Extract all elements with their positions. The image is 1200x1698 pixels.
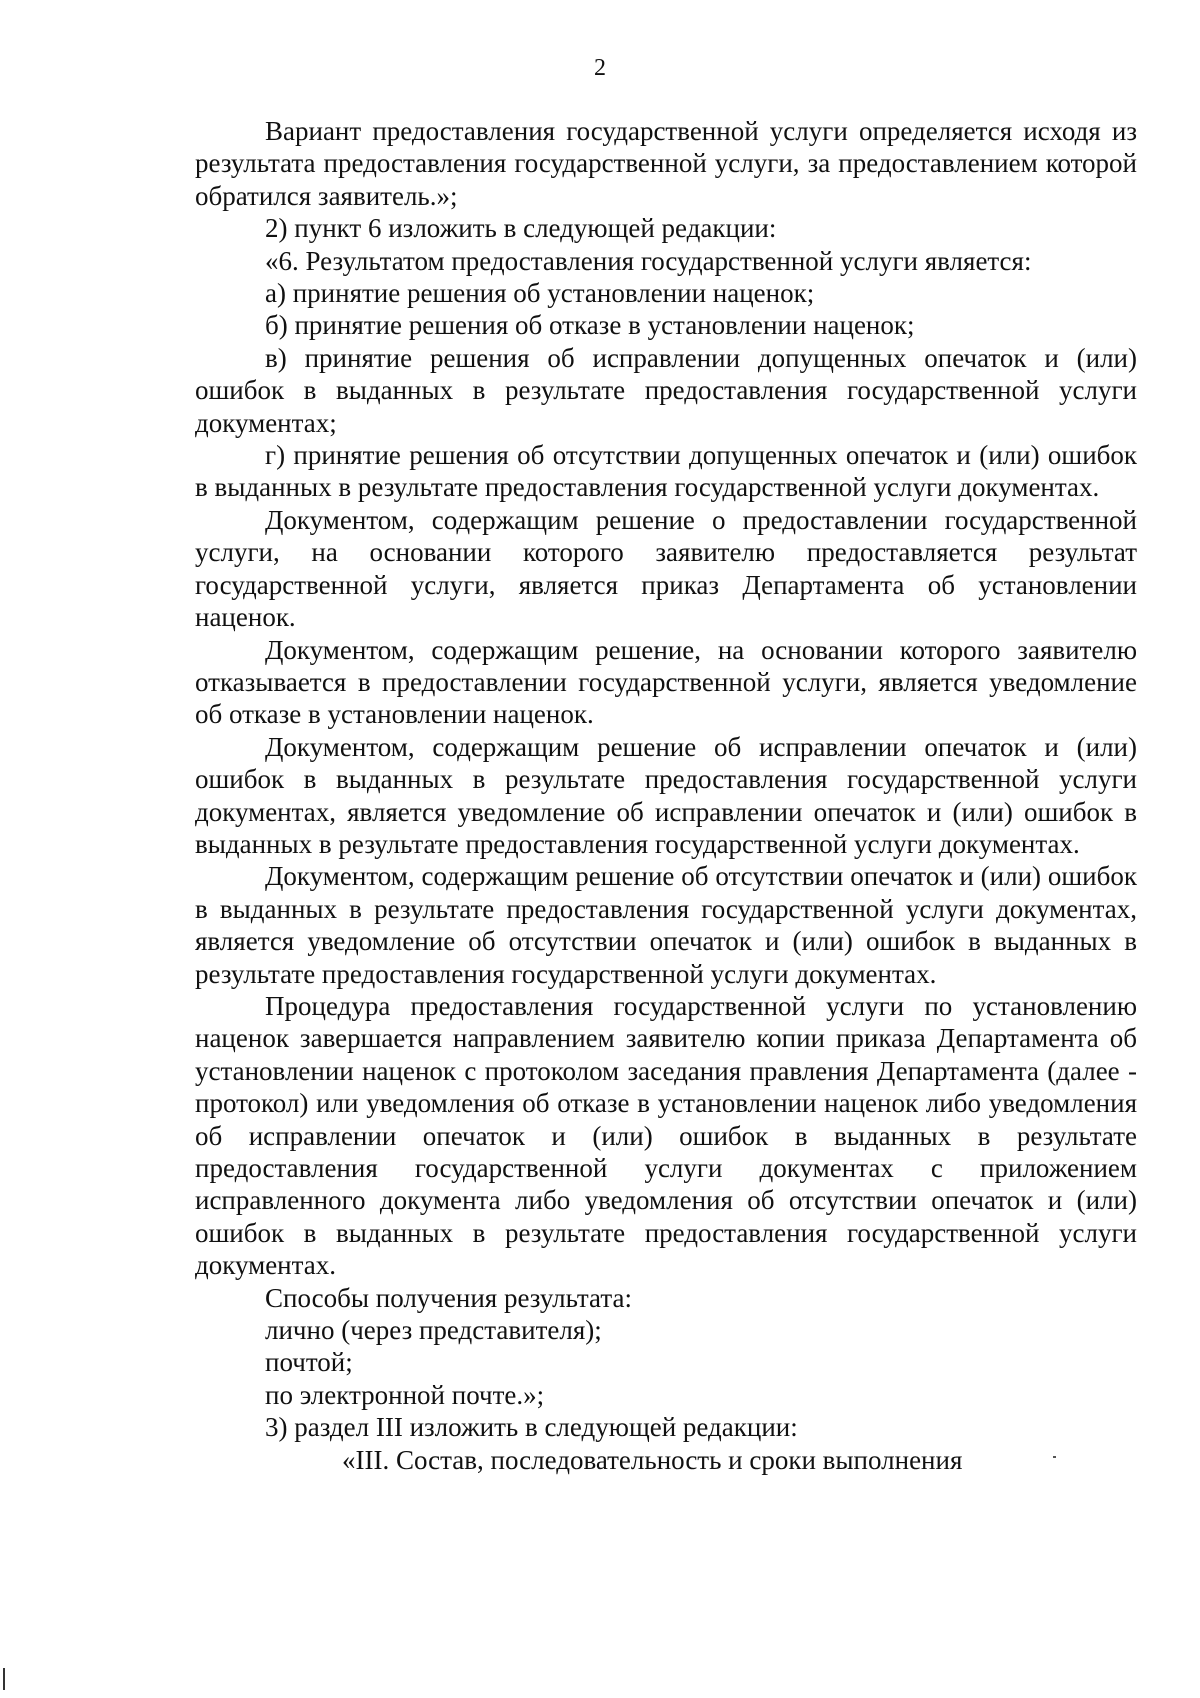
list-item: а) принятие решения об установлении наценок;: [265, 278, 815, 309]
paragraph: Документом, содержащим решение, на основании которого заявителю отказывается в предоставлении государственной услуги, является уведомление об отказе в установлении наценок.: [195, 634, 1137, 730]
paragraph: Документом, содержащим решение о предоставлении государственной услуги, на основании которого заявителю предоставляется результат государственной услуги, является приказ Департамента об установлении наценок.: [195, 504, 1137, 633]
list-item: г) принятие решения об отсутствии допущенных опечаток и (или) ошибок в выданных в результате предоставления государственной услуги документах.: [195, 440, 1137, 503]
list-item: почтой;: [265, 1347, 353, 1378]
paragraph: Вариант предоставления государственной услуги определяется исходя из результата предоставления государственной услуги, за предоставлением которой обратился заявитель.»;: [195, 116, 1137, 211]
page-number: 2: [594, 55, 606, 81]
list-item: б) принятие решения об отказе в установлении наценок;: [265, 310, 915, 341]
paragraph: Процедура предоставления государственной услуги по установлению наценок завершается направлением заявителю копии приказа Департамента об установлении наценок с протоколом заседания правления Департамента (далее - протокол) или уведомления об отказе в установлении наценок либо уведомления об исправлении опечаток и (или) ошибок в выданных в результате предоставления государственной услуги документах с приложением исправленного документа либо уведомления об отсутствии опечаток и (или) ошибок в выданных в результате предоставления государственной услуги документах.: [195, 990, 1137, 1281]
list-item: в) принятие решения об исправлении допущенных опечаток и (или) ошибок в выданных в результате предоставления государственной услуги документах;: [195, 342, 1137, 438]
list-item: по электронной почте.»;: [265, 1379, 545, 1410]
paragraph: 3) раздел III изложить в следующей редакции:: [265, 1412, 798, 1443]
paragraph: Способы получения результата:: [265, 1282, 632, 1313]
paragraph: Документом, содержащим решение об отсутствии опечаток и (или) ошибок в выданных в результате предоставления государственной услуги документах, является уведомление об отсутствии опечаток и (или) ошибок в выданных в результате предоставления государственной услуги документах.: [195, 861, 1137, 989]
paragraph: 2) пункт 6 изложить в следующей редакции:: [265, 213, 777, 244]
list-item: лично (через представителя);: [265, 1315, 602, 1346]
scan-dust-mark: [1053, 1456, 1056, 1458]
section-heading: «III. Состав, последовательность и сроки выполнения: [342, 1444, 963, 1475]
document-body: [195, 115, 1137, 1476]
paragraph: «6. Результатом предоставления государственной услуги является:: [265, 245, 1032, 276]
scan-edge-mark: [3, 1668, 5, 1690]
paragraph: Документом, содержащим решение об исправлении опечаток и (или) ошибок в выданных в результате предоставления государственной услуги документах, является уведомление об исправлении опечаток и (или) ошибок в выданных в результате предоставления государственной услуги документах.: [195, 731, 1137, 859]
